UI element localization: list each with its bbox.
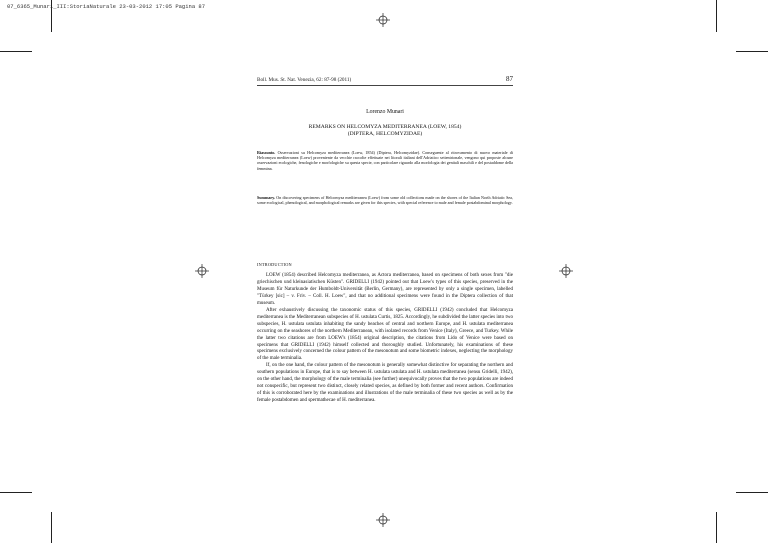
title-line-1: REMARKS ON HELCOMYZA MEDITERRANEA (LOEW, 1854) [308,124,462,130]
paragraph: LOEW (1854) described Helcomyza mediterranea, as Actora mediterranea, based on specimens of both sexes from "die griechischen und kleinasiatischen Küsten". GRIDELLI (1942) pointed out that Loew's types of this species, preserved in the Museum für Naturkunde der Humboldt-Universität (Berlin, Germany), are represented by only a single specimen, labelled "Türkey [sic] – v. Friv. – Coll. H. Loew", and that no additional specimens were found in the Diptera collection of that museum. [257,273,513,306]
paragraph: After exhaustively discussing the taxonomic status of this species, GRIDELLI (1942) concluded that Helcomyza mediterranea is the Mediterranean subspecies of H. ustulata Curtis, 1825. Accordingly, he subdivided the latter species into two subspecies, H. ustulata ustulata inhabiting the sandy beaches of central and northern Europe, and H. ustulata mediterranea occurring on the seashores of the northern Mediterranean, with isolated records from Venice (Italy), Greece, and Turkey. While the latter two citations are from LOEW's (1854) original description, the citations from Lido of Venice were based on specimens that GRIDELLI (1942) himself collected and thoroughly studied. Unfortunately, his examinations of these specimens exclusively concerned the colour pattern of the mesonotum and some biometric indexes, neglecting the morphology of the male terminalia. [257,307,513,362]
riassunto-text: Osservazioni su Helcomyza mediterranea (Loew, 1854) (Diptera, Helcomyzidae). Conseguente al ritrovamento di nuovo materiale di Helcomyza mediterranea (Loew) proveniente da vecchie raccolte effettuate nei litorali italiani dell'Adriatico settentrionale, vengono qui proposte alcune osservazioni ecologiche, fenologiche e morfologiche su questa specie, con particolare riguardo alla morfologia dei genitali maschili e del postaddome della femmina. [257,150,513,171]
print-slug: 07_6365_Munari_III:StoriaNaturale 23-03-2012 17:05 Pagina 87 [7,3,206,10]
summary-abstract [257,195,513,205]
riassunto-label: Riassunto. [257,150,276,155]
registration-mark-top [376,13,390,27]
registration-mark-right [559,264,573,278]
page-number: 87 [506,75,513,83]
section-heading: INTRODUCTION [257,262,292,267]
title-line-2: (DIPTERA, HELCOMYZIDAE) [347,131,423,137]
running-header [257,76,513,86]
paragraph: If, on the one hand, the colour pattern of the mesonotum is generally somewhat distinctive for separating the northern and southern populations in Europe, that is to say between H. ustulata ustulata and H. ustulata mediterranea (sensu Gridelli, 1942), on the other hand, the morphology of the male terminalia (see further) unequivocally proves that the two populations are indeed not conspecific, but represent two distinct, closely related species, as defined by both former and recent authors. Confirmation of this is corroborated here by the examinations and illustrations of the male terminalia of these two species as well as by the female postabdomen and spermathecae of H. mediterranea. [257,363,513,404]
summary-label: Summary. [257,195,276,200]
journal-citation: Boll. Mus. St. Nat. Venezia, 62: 87-98 (2011) [257,77,352,83]
article-title [257,124,513,138]
riassunto-abstract [257,150,513,171]
registration-mark-bottom [376,513,390,527]
author-name: Lorenzo Munari [366,109,404,115]
registration-mark-left [195,264,209,278]
body-text [257,273,513,405]
summary-text: On discovering specimens of Helcomyza mediterranea (Loew) from some old collections made on the shores of the Italian North Adriatic Sea, some ecological, phenological, and morphological remarks are given for this species, with special reference to male and female postabdominal morphology. [257,195,514,206]
